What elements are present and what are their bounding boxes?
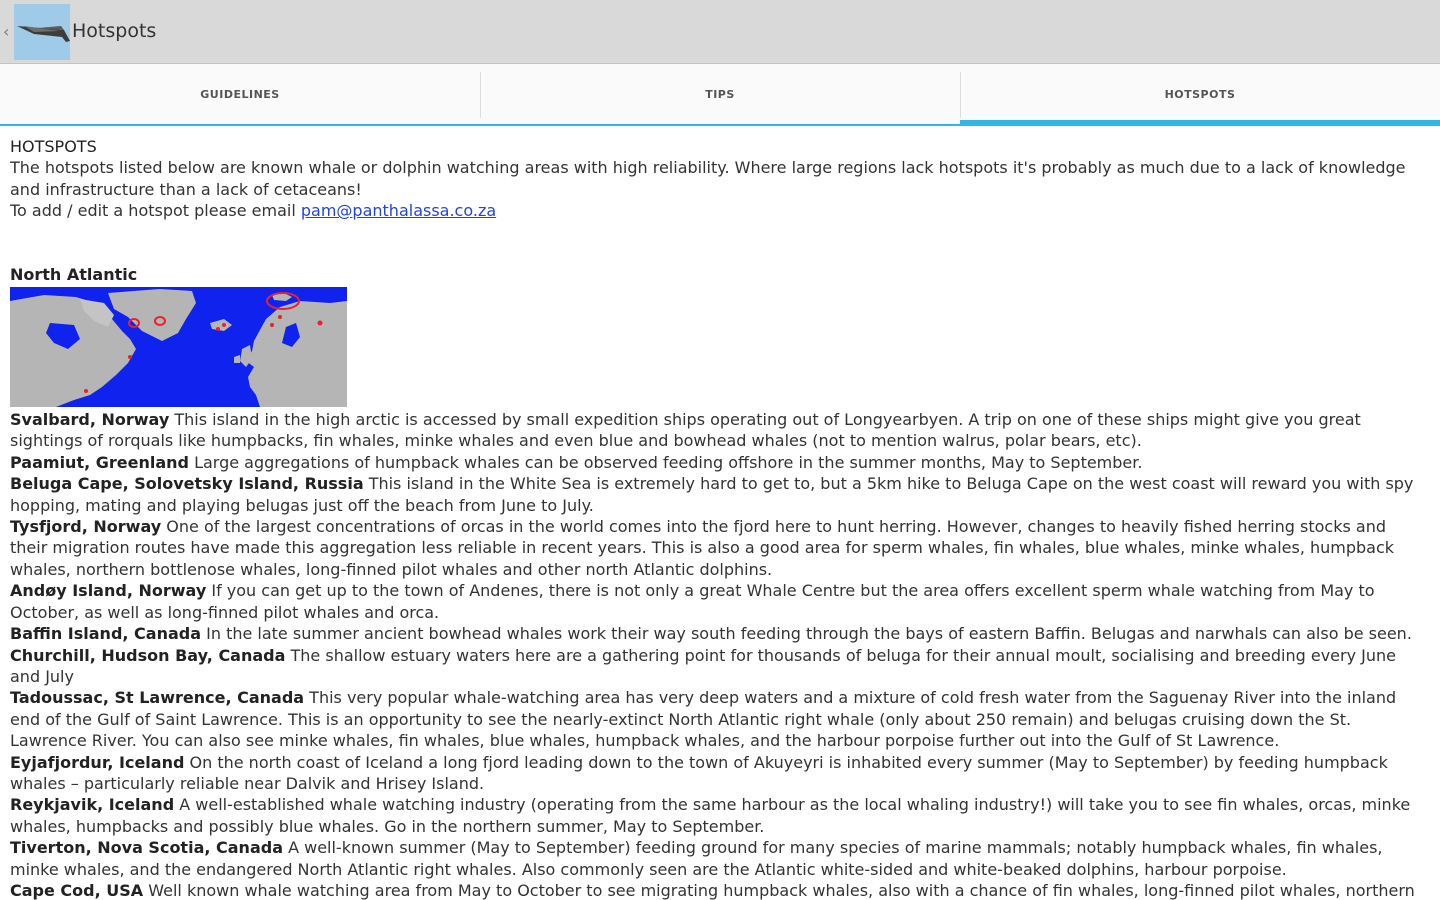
north-atlantic-hotspot-map	[10, 287, 347, 407]
app-title: Hotspots	[72, 20, 157, 42]
hotspot-name: Beluga Cape, Solovetsky Island, Russia	[10, 474, 364, 494]
hotspot-desc: One of the largest concentrations of orcas in the world comes into the fjord here to hunt herring. However, changes to heavily fished herring stocks and their migration routes have made this aggregation less reliable in recent years. This is also a good area for sperm whales, fin whales, blue whales, minke whales, humpback whales, northern bottlenose whales, long-finned pilot whales and other north Atlantic dolphins.	[10, 517, 1395, 579]
hotspot-name: Tadoussac, St Lawrence, Canada	[10, 688, 305, 708]
hotspot-name: Tiverton, Nova Scotia, Canada	[10, 838, 283, 858]
hotspot-item	[10, 752, 1428, 795]
email-prefix: To add / edit a hotspot please email	[10, 201, 301, 221]
hotspot-desc: This island in the high arctic is accessed by small expedition ships operating out of Longyearbyen. A trip on one of these ships might give you great sightings of rorquals like humpbacks, fin whales, minke whales and even blue and bowhead whales (not to mention walrus, polar bears, etc).	[10, 410, 1361, 451]
hotspot-item	[10, 409, 1428, 452]
iceland-marker-2	[222, 323, 226, 327]
hotspot-desc: The shallow estuary waters here are a gathering point for thousands of beluga for their annual moult, socialising and breeding every June and July	[10, 645, 1396, 686]
hotspot-name: Andøy Island, Norway	[10, 581, 207, 601]
hotspot-item	[10, 687, 1428, 751]
up-caret-icon[interactable]: ‹	[3, 22, 10, 41]
hotspot-item	[10, 516, 1428, 580]
iceland-marker	[216, 327, 220, 331]
hotspot-name: Eyjafjordur, Iceland	[10, 752, 185, 772]
hotspot-item	[10, 837, 1428, 880]
hotspot-desc: A well-known summer (May to September) feeding ground for many species of marine mammals; notably humpback whales, fin whales, minke whales, and the endangered North Atlantic right whales. Also commonly seen are the Atlantic white-sided and white-beaked dolphins, harbour porpoise.	[10, 838, 1383, 879]
hotspot-desc: On the north coast of Iceland a long fjord leading down to the town of Akuyeyri is inhabited every summer (May to September) by feeding humpback whales – particularly reliable near Dalvik and Hrisey Island.	[10, 752, 1388, 793]
action-bar	[0, 0, 1440, 64]
hotspot-desc: A well-established whale watching industry (operating from the same harbour as the local whaling industry!) will take you to see fin whales, orcas, minke whales, humpbacks and possibly blue whales. Go in the northern summer, May to September.	[10, 795, 1411, 836]
hotspot-desc: Large aggregations of humpback whales can be observed feeding offshore in the summer months, May to September.	[188, 452, 1143, 472]
hotspot-name: Reykjavik, Iceland	[10, 795, 175, 815]
hotspot-desc: If you can get up to the town of Andenes, there is not only a great Whale Centre but the area offers excellent sperm whale watching from May to October, as well as long-finned pilot whales and orca.	[10, 581, 1375, 622]
email-line	[10, 200, 1428, 221]
tab-bar	[0, 64, 1440, 126]
spacer	[10, 222, 1428, 264]
hotspot-desc: Well known whale watching area from May to October to see migrating humpback whales, also with a chance of fin whales, long-finned pilot whales, northern	[143, 880, 1415, 900]
tab-tips[interactable]: TIPS	[480, 64, 960, 126]
hotspot-desc: This island in the White Sea is extremely hard to get to, but a 5km hike to Beluga Cape on the west coast will reward you with spy hopping, mating and playing belugas just off the beach from June to July.	[10, 474, 1414, 515]
hotspot-item	[10, 623, 1428, 644]
email-link[interactable]: pam@panthalassa.co.za	[300, 201, 497, 221]
hotspot-name: Tysfjord, Norway	[10, 517, 162, 537]
cape-cod-marker	[84, 389, 88, 393]
hotspot-name: Cape Cod, USA	[10, 880, 144, 900]
hotspot-item	[10, 452, 1428, 473]
hotspot-name: Baffin Island, Canada	[10, 624, 202, 644]
hotspot-item	[10, 580, 1428, 623]
hotspot-item	[10, 880, 1428, 900]
hotspot-item	[10, 794, 1428, 837]
hotspot-desc: In the late summer ancient bowhead whales work their way south feeding through the bays of eastern Baffin. Belugas and narwhals can also be seen.	[201, 624, 1412, 644]
fin-whale-logo-icon[interactable]	[14, 4, 70, 60]
intro-text: The hotspots listed below are known whale or dolphin watching areas with high reliability. Where large regions lack hotspots it's probably as much due to a lack of knowledge and infrastructure than a lack of cetaceans!	[10, 158, 1406, 199]
page-heading: HOTSPOTS	[10, 137, 97, 156]
hotspot-item	[10, 645, 1428, 688]
russia-marker	[318, 321, 323, 326]
hotspot-name: Paamiut, Greenland	[10, 452, 189, 472]
hotspot-name: Churchill, Hudson Bay, Canada	[10, 645, 286, 665]
st-lawrence-marker	[128, 355, 132, 359]
hotspot-item	[10, 473, 1428, 516]
hotspot-name: Svalbard, Norway	[10, 410, 170, 430]
hotspots-content[interactable]	[10, 136, 1428, 900]
tab-hotspots[interactable]: HOTSPOTS	[960, 64, 1440, 126]
tab-guidelines[interactable]: GUIDELINES	[0, 64, 480, 126]
andoy-marker	[278, 315, 282, 319]
norway-marker	[270, 323, 274, 327]
hotspot-desc: This very popular whale-watching area has very deep waters and a mixture of cold fresh water from the Saguenay River into the inland end of the Gulf of Saint Lawrence. This is an opportunity to see the nearly-extinct North Atlantic right whale (only about 250 remain) and belugas cruising down the St. Lawrence River. You can also see minke whales, fin whales, blue whales, humpback whales, and the harbour porpoise further out into the Gulf of St Lawrence.	[10, 688, 1397, 751]
region-title: North Atlantic	[10, 264, 138, 284]
